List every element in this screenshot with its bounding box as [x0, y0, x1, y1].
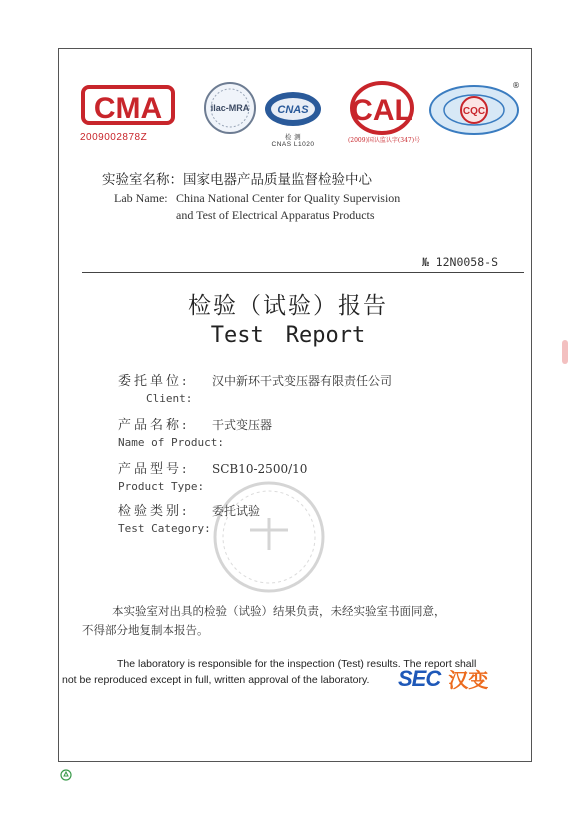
cma-code: 2009002878Z	[80, 132, 148, 143]
ilac-logo-text: ilac-MRA	[210, 103, 250, 113]
document-frame	[58, 48, 532, 762]
registered-mark: ®	[512, 81, 520, 90]
cqc-logo-text: CQC	[462, 106, 486, 117]
cnas-logo-text: CNAS	[277, 104, 309, 116]
field-key-cn: 委托单位:	[118, 374, 190, 389]
field-key-en: Name of Product:	[118, 436, 224, 449]
brand-sec: SEC	[398, 665, 441, 691]
field-key-cn: 检验类别:	[118, 504, 190, 519]
field-key-cn: 产品型号:	[118, 462, 190, 477]
field-value: 干式变压器	[212, 418, 273, 432]
sec-watermark	[398, 664, 488, 693]
certification-logos	[78, 78, 528, 148]
official-seal	[210, 478, 328, 596]
cnas-logo	[262, 88, 324, 148]
field-value: 委托试验	[212, 504, 261, 518]
field-key-en: Product Type:	[118, 480, 205, 493]
report-title-en: Test Report	[210, 323, 366, 348]
notice-en-line1: The laboratory is responsible for the inspection (Test) results. The report shall	[117, 658, 477, 670]
field-client	[118, 370, 518, 405]
cqc-logo	[426, 78, 522, 138]
notice-cn-line1: 本实验室对出具的检验（试验）结果负责，未经实验室书面同意，	[112, 604, 446, 618]
cnas-sub-cn: 检 测	[284, 134, 302, 141]
lab-name-cn: 国家电器产品质量监督检验中心	[183, 172, 372, 188]
field-key-en: Client:	[146, 392, 193, 405]
cal-caption: (2009)国认监认字(347)号	[347, 137, 421, 144]
lab-name-en-line2: and Test of Electrical Apparatus Products	[176, 208, 375, 222]
brand-cn: 汉变	[448, 668, 489, 692]
field-key-cn: 产品名称:	[118, 418, 190, 433]
lab-label-cn: 实验室名称：	[102, 172, 183, 188]
field-value: SCB10-2500/10	[212, 462, 308, 476]
notice-en-line2: not be reproduced except in full, written approval of the laboratory.	[62, 674, 370, 686]
lab-name-en-line1: China National Center for Quality Supervision	[176, 191, 401, 205]
recycle-icon	[60, 766, 72, 778]
document-number: № 12N0058-S	[421, 255, 498, 269]
cal-logo-text: CAL	[351, 94, 413, 127]
cnas-sub-code: CNAS L1020	[271, 141, 315, 148]
cma-logo	[80, 82, 176, 142]
field-key-en: Test Category:	[118, 522, 211, 535]
field-product-name	[118, 414, 518, 449]
report-title-cn: 检验（试验）报告	[188, 293, 388, 319]
divider	[82, 272, 524, 273]
lab-name-block	[102, 168, 522, 224]
ilac-mra-logo	[198, 80, 262, 136]
field-value: 汉中新环干式变压器有限责任公司	[212, 374, 393, 388]
cal-logo	[340, 80, 424, 146]
lab-label-en: Lab Name:	[114, 191, 168, 205]
notice-cn	[82, 602, 522, 640]
notice-cn-line2: 不得部分地复制本报告。	[82, 623, 209, 637]
cma-logo-text: CMA	[93, 92, 163, 125]
